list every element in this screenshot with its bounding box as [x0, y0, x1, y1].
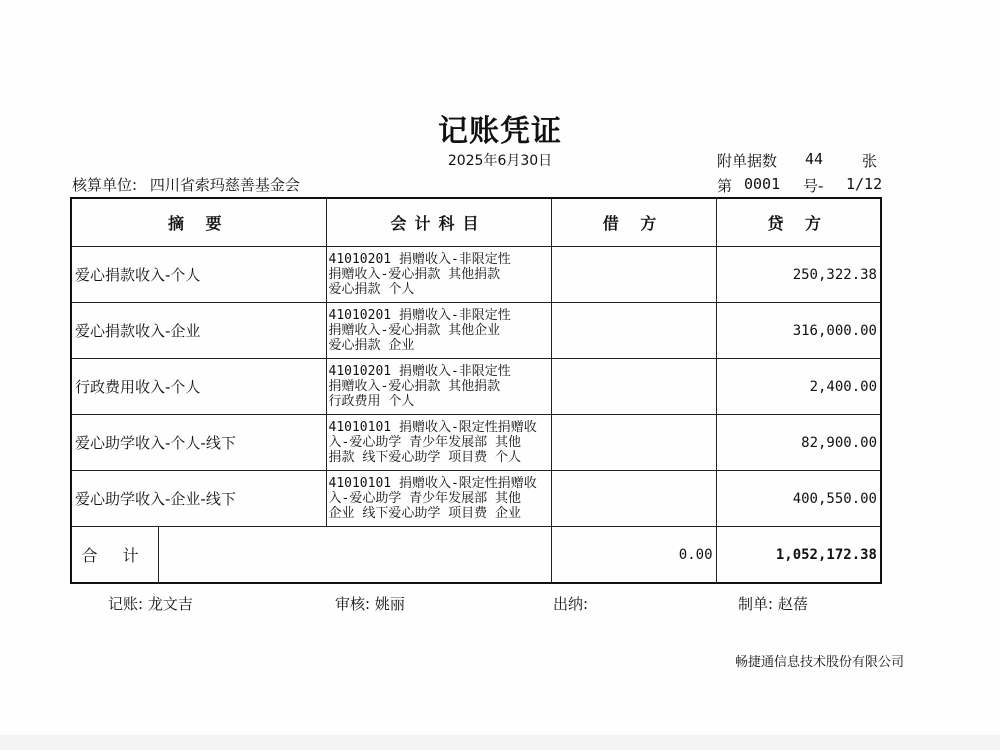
voucher-table: [70, 197, 882, 584]
voucher-page: 1/12: [846, 175, 883, 193]
row-account: 41010101 捐赠收入-限定性捐赠收 入-爱心助学 青少年发展部 其他 企业 线下爱心助学 项目费 企业: [326, 471, 551, 527]
total-debit: 0.00: [551, 527, 716, 584]
table-row: [71, 303, 881, 359]
accounting-unit-label: 核算单位:: [72, 176, 138, 194]
voucher-date: 2025年6月30日: [447, 153, 553, 169]
header-credit: 贷 方: [716, 198, 881, 247]
header-account: 会计科目: [326, 198, 551, 247]
total-credit: 1,052,172.38: [716, 527, 881, 584]
row-debit: [551, 359, 716, 415]
bookkeeper-signature: 记账: 龙文吉: [108, 595, 193, 613]
row-credit: 82,900.00: [716, 415, 881, 471]
table-row: [71, 247, 881, 303]
table-row: [71, 415, 881, 471]
row-credit: 400,550.00: [716, 471, 881, 527]
row-summary: 行政费用收入-个人: [71, 359, 326, 415]
preparer-signature: 制单: 赵蓓: [738, 595, 808, 613]
voucher-number-suffix: 号-: [803, 177, 824, 195]
header-debit: 借 方: [551, 198, 716, 247]
auditor-signature: 审核: 姚丽: [335, 595, 405, 613]
row-debit: [551, 415, 716, 471]
total-label: 合 计: [72, 527, 159, 582]
row-summary: 爱心捐款收入-企业: [71, 303, 326, 359]
table-row: [71, 471, 881, 527]
total-row: [71, 527, 881, 584]
cashier-signature: 出纳:: [553, 595, 589, 613]
row-credit: 2,400.00: [716, 359, 881, 415]
row-account: 41010201 捐赠收入-非限定性 捐赠收入-爱心捐款 其他捐款 行政费用 个人: [326, 359, 551, 415]
total-label-cell: [71, 527, 551, 584]
voucher-title: 记账凭证: [438, 114, 562, 149]
attachment-number: 44: [805, 150, 824, 168]
attachment-label: 附单据数: [717, 152, 778, 170]
row-summary: 爱心助学收入-企业-线下: [71, 471, 326, 527]
voucher-number-prefix: 第: [717, 177, 733, 195]
row-summary: 爱心捐款收入-个人: [71, 247, 326, 303]
row-debit: [551, 471, 716, 527]
row-debit: [551, 247, 716, 303]
row-summary: 爱心助学收入-个人-线下: [71, 415, 326, 471]
attachment-unit: 张: [862, 152, 878, 170]
row-debit: [551, 303, 716, 359]
row-account: 41010201 捐赠收入-非限定性 捐赠收入-爱心捐款 其他企业 爱心捐款 企业: [326, 303, 551, 359]
software-company: 畅捷通信息技术股份有限公司: [735, 655, 905, 670]
header-row: [71, 198, 881, 247]
row-account: 41010201 捐赠收入-非限定性 捐赠收入-爱心捐款 其他捐款 爱心捐款 个人: [326, 247, 551, 303]
attachment-count: [717, 150, 777, 171]
row-account: 41010101 捐赠收入-限定性捐赠收 入-爱心助学 青少年发展部 其他 捐款 线下爱心助学 项目费 个人: [326, 415, 551, 471]
row-credit: 316,000.00: [716, 303, 881, 359]
voucher-number: 0001: [744, 175, 781, 193]
accounting-unit-value: 四川省索玛慈善基金会: [149, 176, 300, 194]
table-row: [71, 359, 881, 415]
header-summary: 摘 要: [71, 198, 326, 247]
row-credit: 250,322.38: [716, 247, 881, 303]
accounting-unit: [72, 174, 300, 195]
